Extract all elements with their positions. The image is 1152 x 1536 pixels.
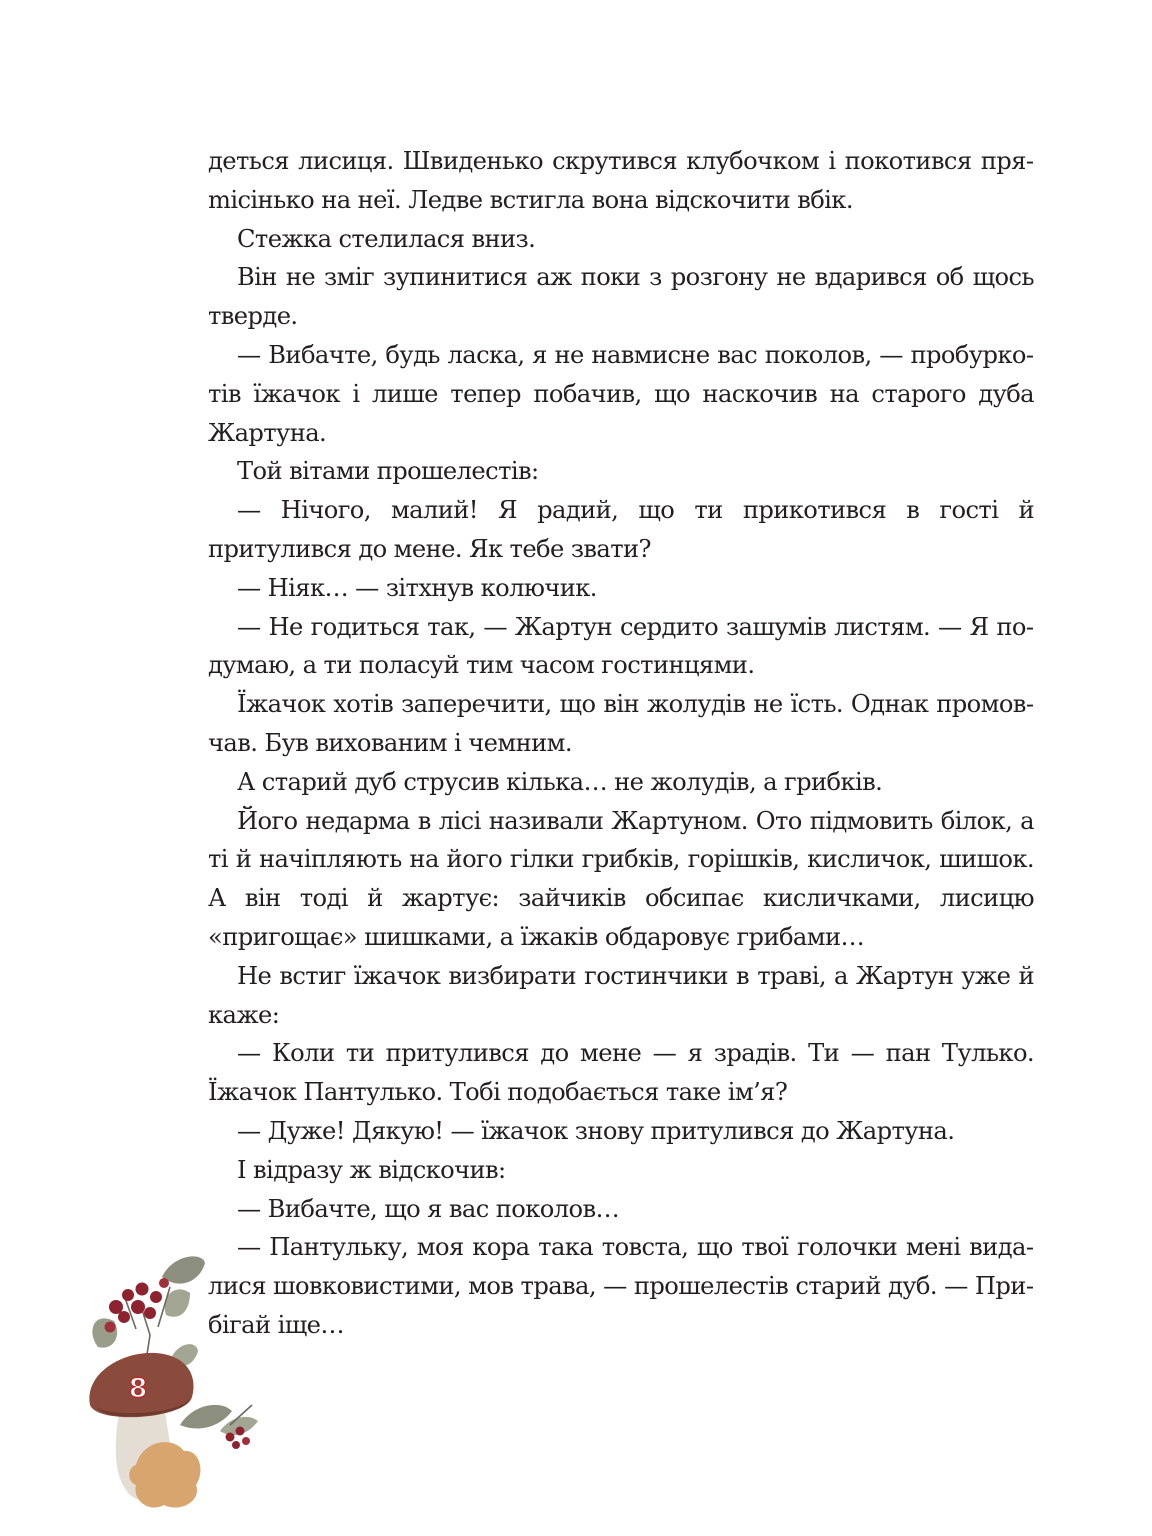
paragraph: Їжачок хотів заперечити, що він жолудів не їсть. Однак промовчав. Був вихованим і чемним. <box>208 690 1034 757</box>
story-text <box>208 142 1034 1345</box>
paragraph: деться лисиця. Швиденько скрутився клубочком і покотився пряmісінько на неї. Ледве встигла вона відскочити вбік. <box>208 147 1034 214</box>
paragraph: — Вибачте, будь ласка, я не навмисне вас поколов, — пробуркотів їжачок і лише тепер побачив, що наскочив на старого дуба Жартуна. <box>208 340 1034 447</box>
paragraph: — Пантульку, моя кора така товста, що твої голочки мені видалися шовковистими, мов трава, — прошелестів старий дуб. — Прибігай іще… <box>208 1233 1034 1339</box>
paragraph: — Дуже! Дякую! — їжачок знову притулився до Жартуна. <box>237 1116 955 1145</box>
paragraph: Його недарма в лісі називали Жартуном. Ото підмовить білок, а ті й начіпляють на його гілки грибків, горішків, кисличок, шишок. А він тоді й жартує: зайчиків обсипає кисличками, лисицю «пригощає» шишками, а їжаків обдаровує грибами… <box>208 806 1034 951</box>
paragraph: — Не годиться так, — Жартун сердито зашумів листям. — Я подумаю, а ти поласуй тим часом гостинцями. <box>208 612 1034 680</box>
paragraph: Стежка стелилася вниз. <box>237 224 536 253</box>
paragraph: — Ніяк… — зітхнув колючик. <box>237 573 597 602</box>
page-number: 8 <box>128 1373 148 1404</box>
paragraph: — Коли ти притулився до мене — я зрадів. Ти — пан Тулько. Їжачок Пантулько. Тобі подобається таке ім’я? <box>208 1039 1034 1107</box>
paragraph: А старий дуб струсив кілька… не жолудів, а грибків. <box>237 767 883 796</box>
paragraph: Він не зміг зупинитися аж поки з розгону не вдарився об щось тверде. <box>208 263 1034 331</box>
mushroom-with-berries-icon <box>80 1255 270 1515</box>
paragraph: І відразу ж відскочив: <box>237 1155 506 1184</box>
paragraph: Не встиг їжачок визбирати гостинчики в траві, а Жартун уже й каже: <box>208 961 1034 1029</box>
paragraph: — Нічого, малий! Я радий, що ти прикотився в гості й притулився до мене. Як тебе звати? <box>208 496 1034 563</box>
paragraph: — Вибачте, що я вас поколов… <box>237 1194 620 1223</box>
paragraph: Той вітами прошелестів: <box>237 457 539 486</box>
